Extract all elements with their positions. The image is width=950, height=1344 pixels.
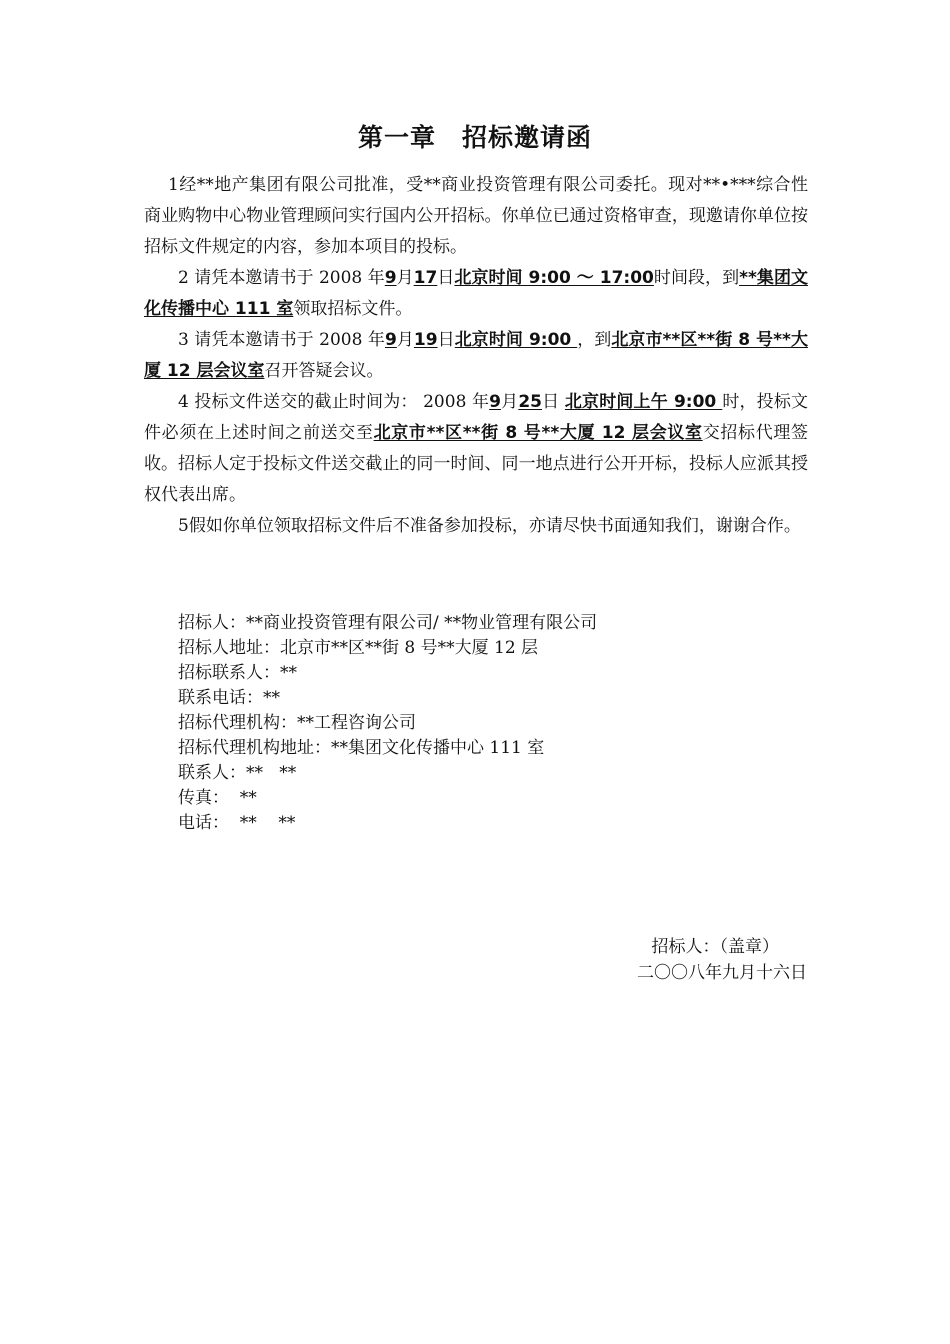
p2-month: 9 [384,268,397,288]
p2-text-5: 领取招标文件。 [293,299,413,319]
paragraph-4 [144,387,808,511]
p4-text-4: 时，投标文件必须在上述时间之前送交至 [144,392,809,443]
p2-text-3: 日 [437,268,455,288]
paragraph-2 [144,263,808,325]
signature-date: 二〇〇八年九月十六日 [637,963,807,983]
p2-time: 北京时间 9:00 ～ 17:00 [454,268,654,288]
p3-text-5: 召开答疑会议。 [264,361,384,381]
p2-text-2: 月 [396,268,414,288]
p3-time: 北京时间 9:00 [454,330,578,350]
p2-text-1: 2 请凭本邀请书于 2008 年 [178,268,385,288]
p4-text-3: 日 [541,392,565,412]
p4-place: 北京市**区**街 8 号**大厦 12 层会议室 [373,423,703,443]
phone-line: 电话： ** ** [178,813,296,833]
contact-block [178,611,597,836]
signature-block [637,934,807,986]
p3-day: 19 [413,330,438,350]
fax-line: 传真： ** [178,788,257,808]
paragraph-1: 1经**地产集团有限公司批准，受**商业投资管理有限公司委托。现对**•***综合性商业购物中心物业管理顾问实行国内公开招标。你单位已通过资格审查，现邀请你单位按招标文件规定的内容，参加本项目的投标。 [144,175,808,257]
p3-text-3: 日 [437,330,455,350]
signature-label: 招标人：（盖章） [651,937,779,957]
tenderer-address-line: 招标人地址：北京市**区**街 8 号**大厦 12 层 [178,638,539,658]
tenderer-line: 招标人：**商业投资管理有限公司/ **物业管理有限公司 [178,613,598,633]
contact-phone-line: 联系电话：** [178,688,280,708]
p3-month: 9 [384,330,397,350]
tender-contact-line: 招标联系人：** [178,663,297,683]
paragraph-5: 5假如你单位领取招标文件后不准备参加投标，亦请尽快书面通知我们，谢谢合作。 [178,516,801,536]
p3-text-4: ，到 [577,330,612,350]
agency-address-line: 招标代理机构地址：**集团文化传播中心 111 室 [178,738,545,758]
agency-line: 招标代理机构：**工程咨询公司 [178,713,416,733]
p4-day: 25 [518,392,542,412]
p3-place: 北京市**区**街 8 号**大厦 12 层会议室 [144,330,808,381]
page-title: 第一章 招标邀请函 [357,123,592,152]
paragraph-3 [144,325,808,387]
p4-text-5: 交招标代理签收。招标人定于投标文件送交截止的同一时间、同一地点进行公开开标，投标人应派其授权代表出席。 [144,423,809,505]
p4-text-2: 月 [500,392,519,412]
p2-place: **集团文化传播中心 111 室 [144,268,809,319]
p4-text-1: 4 投标文件送交的截止时间为： 2008 年 [178,392,490,412]
contact-person-line: 联系人：** ** [178,763,297,783]
p4-month: 9 [489,392,501,412]
p3-text-2: 月 [396,330,414,350]
p4-time: 北京时间上午 9:00 [564,392,723,412]
p3-text-1: 3 请凭本邀请书于 2008 年 [178,330,385,350]
p2-day: 17 [413,268,438,288]
letter-body [144,170,808,542]
p2-text-4: 时间段，到 [653,268,740,288]
